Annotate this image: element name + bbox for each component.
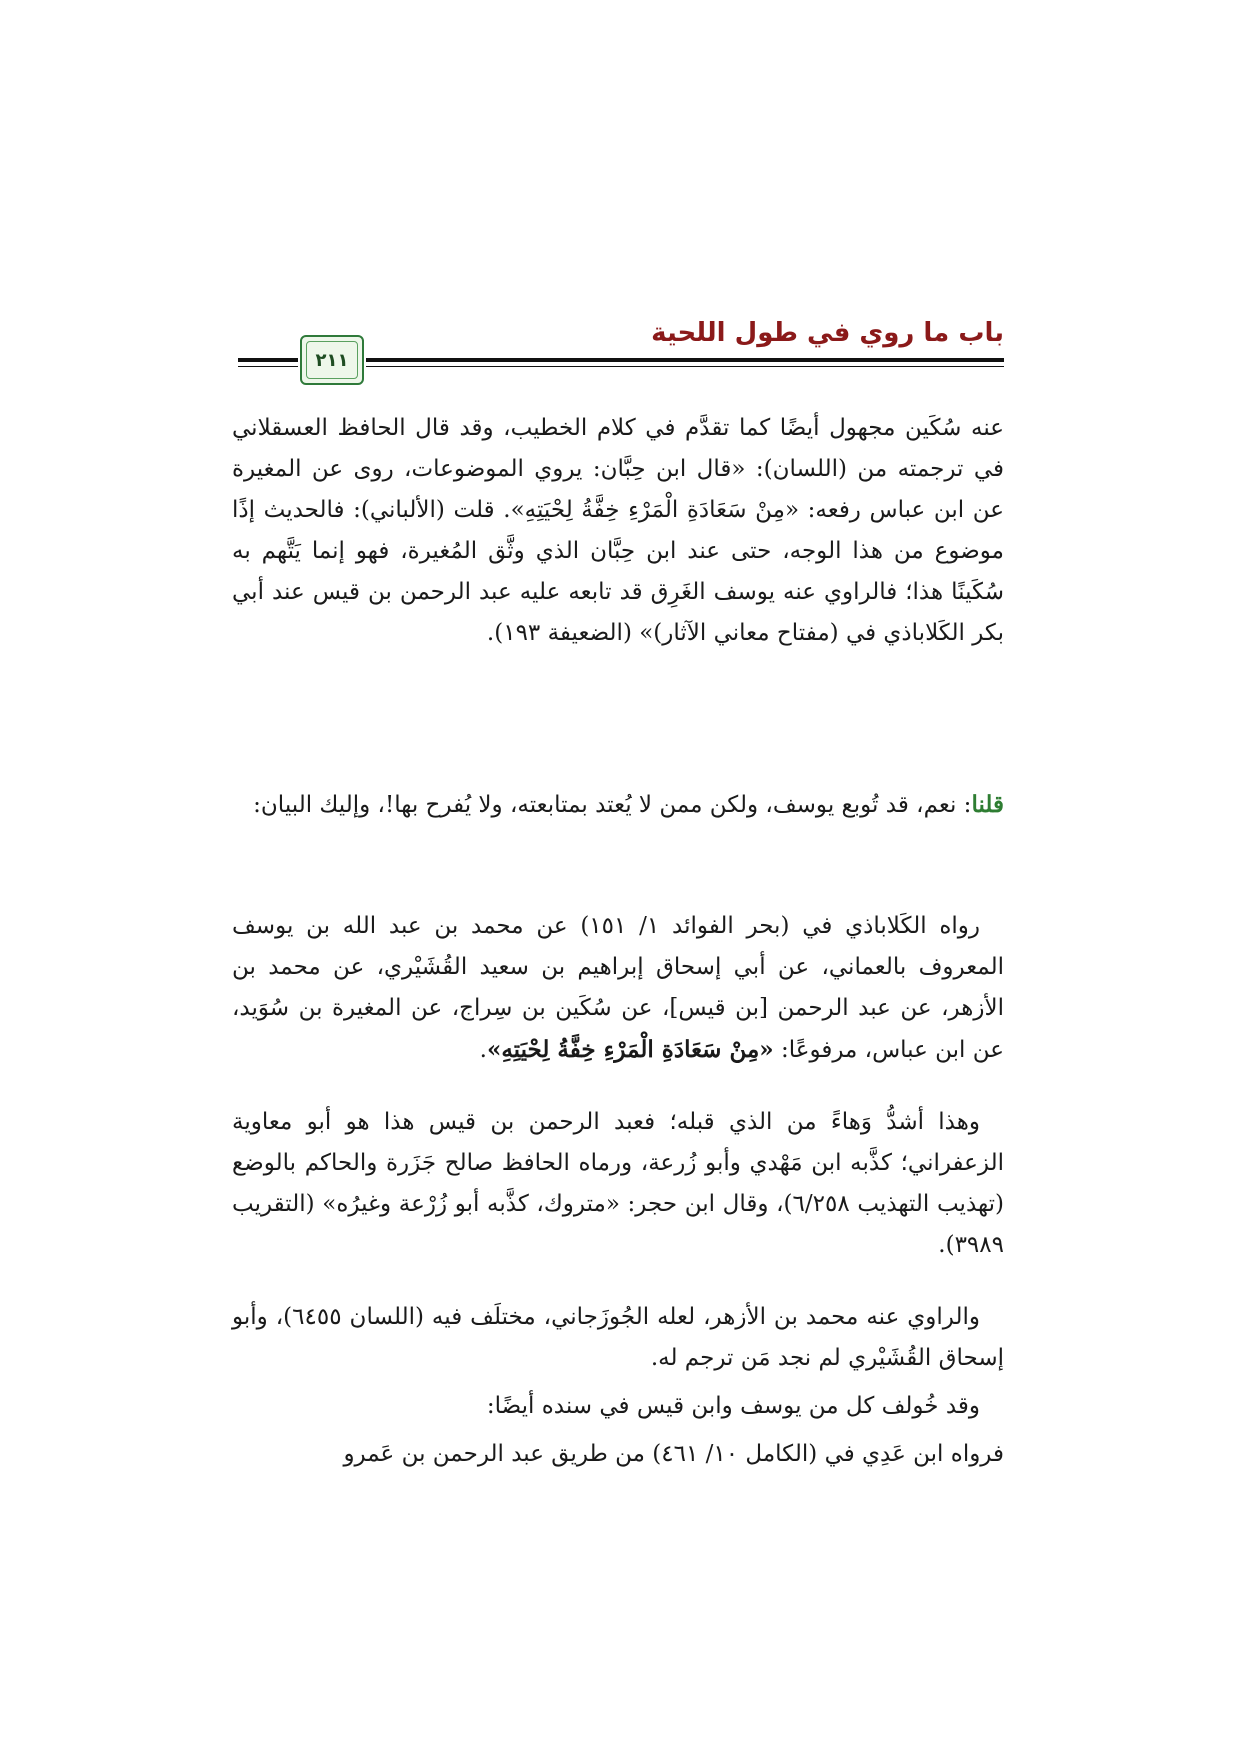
header-rule-thin xyxy=(366,366,1004,367)
page-number-badge xyxy=(300,335,364,385)
qulna-text: : نعم، قد تُوبع يوسف، ولكن ممن لا يُعتد بمتابعته، ولا يُفرح بها!، وإليك البيان: xyxy=(253,792,972,818)
header-rule-left-thin xyxy=(238,366,298,367)
paragraph-ibn-adi: فرواه ابن عَدِي في (الكامل ١٠/ ٤٦١) من طريق عبد الرحمن بن عَمرو xyxy=(343,1441,1004,1467)
qulna-label: قلنا xyxy=(971,791,1004,818)
header-rule-left-thick xyxy=(238,358,298,362)
paragraph-abdurrahman-qays: وهذا أشدُّ وَهاءً من الذي قبله؛ فعبد الرحمن بن قيس هذا هو أبو معاوية الزعفراني؛ كذَّبه ابن مَهْدي وأبو زُرعة، ورماه الحافظ صالح جَزَرة والحاكم بالوضع (تهذيب التهذيب ٦/٢٥٨)، وقال ابن حجر: «متروك، كذَّبه أبو زُرْعة وغيرُه» (التقريب ٣٩٨٩). xyxy=(232,1109,1005,1258)
paragraph-quote-continuation: عنه سُكَين مجهول أيضًا كما تقدَّم في كلام الخطيب، وقد قال الحافظ العسقلاني في ترجمته من (اللسان): «قال ابن حِبَّان: يروي الموضوعات، روى عن المغيرة عن ابن عباس رفعه: «مِنْ سَعَادَةِ الْمَرْءِ خِفَّةُ لِحْيَتِهِ». قلت (الألباني): فالحديث إذًا موضوع من هذا الوجه، حتى عند ابن حِبَّان الذي وثَّق المُغيرة، فهو إنما يَتَّهم به سُكَينًا هذا؛ فالراوي عنه يوسف الغَرِق قد تابعه عليه عبد الرحمن بن قيس عند أبي بكر الكَلاباذي في (مفتاح معاني الآثار)» (الضعيفة ١٩٣). xyxy=(232,415,1004,646)
header-rule-thick xyxy=(366,358,1004,362)
hadith-text: «مِنْ سَعَادَةِ الْمَرْءِ خِفَّةُ لِحْيَتِهِ» xyxy=(486,1036,774,1063)
page-number: ٢١١ xyxy=(315,349,349,371)
kalabadhi-text: رواه الكَلاباذي في (بحر الفوائد ١/ ١٥١) عن محمد بن عبد الله بن يوسف المعروف بالعماني، عن أبي إسحاق إبراهيم بن سعيد القُشَيْري، عن محمد بن الأزهر، عن عبد الرحمن [بن قيس]، عن سُكَين بن سِراج، عن المغيرة بن سُوَيد، عن ابن عباس، مرفوعًا: xyxy=(232,913,1004,1063)
paragraph-kalabadhi xyxy=(232,906,1004,1071)
kalabadhi-end: . xyxy=(479,1037,487,1063)
paragraph-qulna xyxy=(232,784,1004,826)
paragraph-khulifa: وقد خُولف كل من يوسف وابن قيس في سنده أيضًا: xyxy=(486,1393,980,1419)
running-header-title: باب ما روي في طول اللحية xyxy=(651,318,1004,348)
paragraph-muhammad-azhar: والراوي عنه محمد بن الأزهر، لعله الجُوزَجاني، مختلَف فيه (اللسان ٦٤٥٥)، وأبو إسحاق القُشَيْري لم نجد مَن ترجم له. xyxy=(232,1304,1004,1371)
